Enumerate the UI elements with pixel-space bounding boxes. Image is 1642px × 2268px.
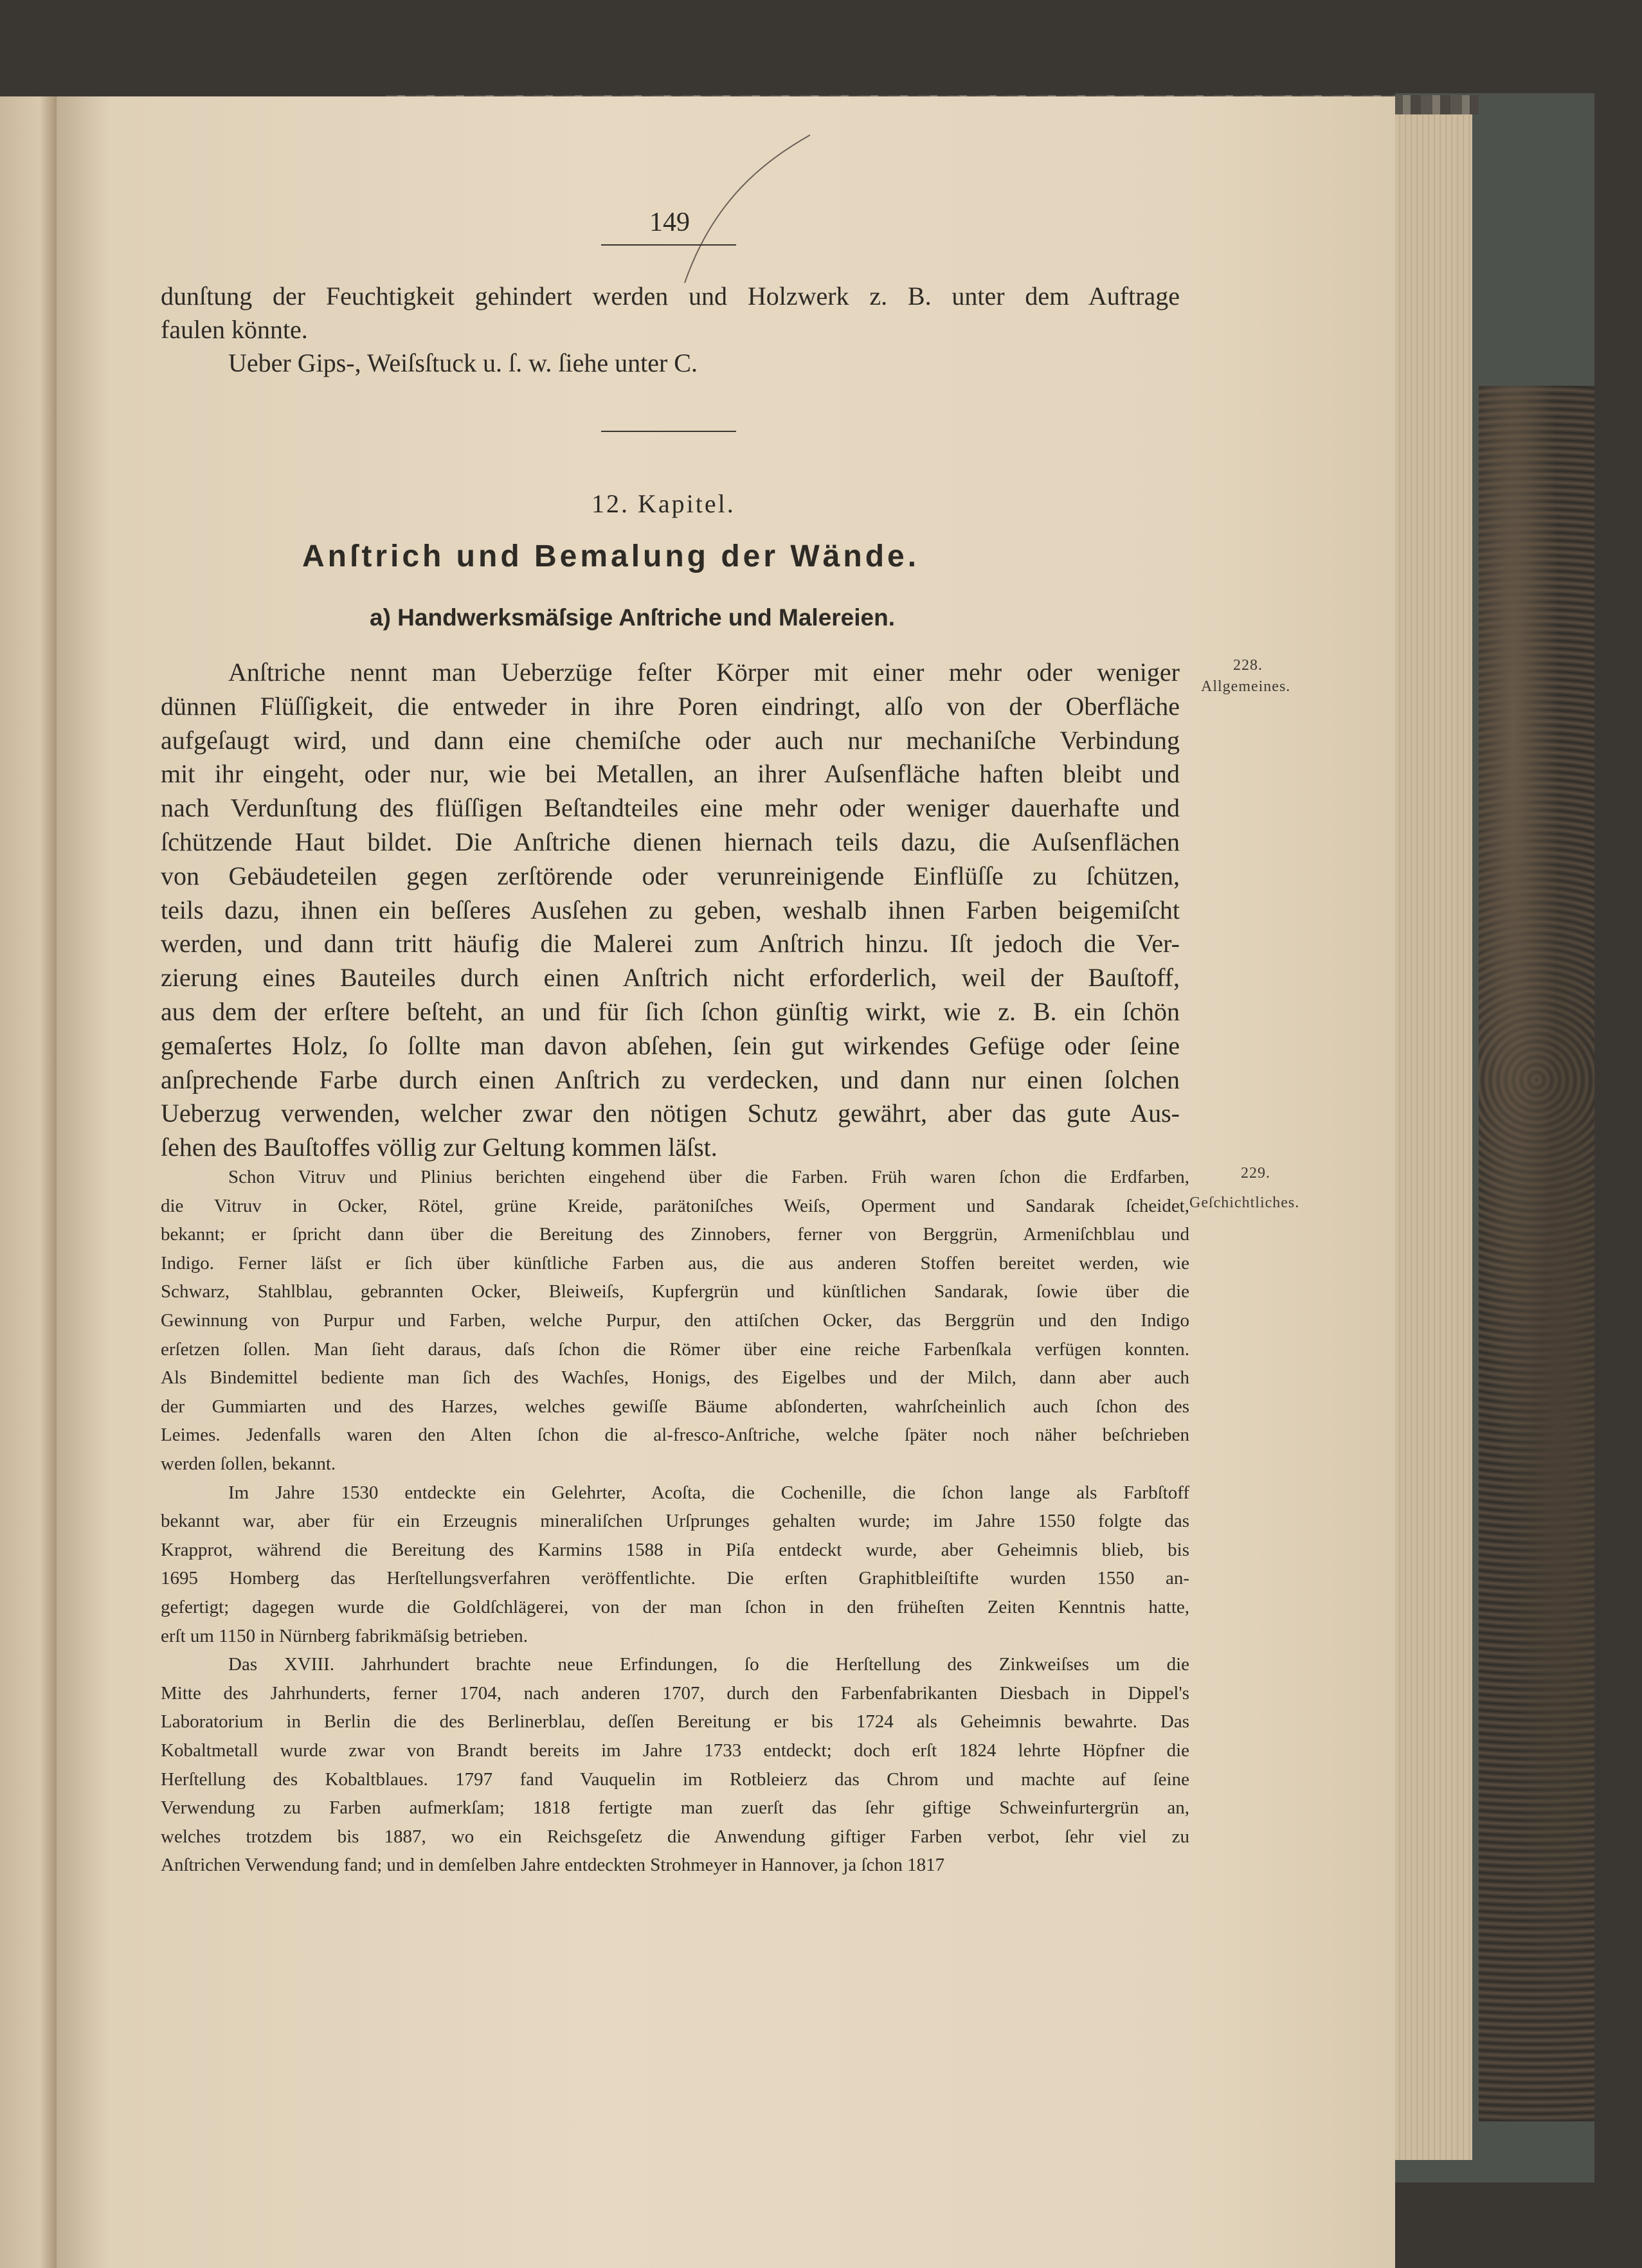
text-line: aufgeſaugt wird, und dann eine chemiſche oder auch nur mechaniſche Verbindung xyxy=(161,725,1180,755)
text-line: Leimes. Jedenfalls waren den Alten ſchon die al-fresco-Anſtriche, welche ſpäter noch näher beſchrieben xyxy=(161,1425,1189,1446)
marbled-endpaper xyxy=(1479,386,1594,2121)
text-line: Im Jahre 1530 entdeckte ein Gelehrter, Acoſta, die Cochenille, die ſchon lange als Farbſtoff xyxy=(228,1482,1189,1503)
text-line: werden ſollen, bekannt. xyxy=(161,1454,336,1474)
text-line: von Gebäudeteilen gegen zerſtörende oder verunreinigende Einflüſſe zu ſchützen, xyxy=(161,861,1180,890)
text-line: Anſtrichen Verwendung fand; und in demſelben Jahre entdeckten Strohmeyer in Hannover, ja ſchon 1817 xyxy=(161,1855,945,1876)
text-line: werden, und dann tritt häufig die Malerei zum Anſtrich hinzu. Iſt jedoch die Ver- xyxy=(161,929,1180,959)
text-line: Das XVIII. Jahrhundert brachte neue Erfindungen, ſo die Herſtellung des Zinkweiſses um die xyxy=(228,1654,1189,1675)
intro-line: dunſtung der Feuchtigkeit gehindert werden und Holzwerk z. B. unter dem Auftrage xyxy=(161,282,1180,310)
text-line: Indigo. Ferner läſst er ſich über künſtliche Farben aus, die aus anderen Stoffen bereitet werden, wie xyxy=(161,1252,1189,1274)
text-line: der Gummiarten und des Harzes, welches gewiſſe Bäume abſonderten, wahrſcheinlich auch ſchon des xyxy=(161,1396,1189,1417)
text-line: Herſtellung des Kobaltblaues. 1797 fand Vauquelin im Rotbleierz das Chrom und machte auf ſeine xyxy=(161,1769,1189,1790)
section-divider xyxy=(601,431,736,432)
text-line: Kobaltmetall wurde zwar von Brandt bereits im Jahre 1733 entdeckt; doch erſt 1824 lehrte Höpfner die xyxy=(161,1740,1189,1761)
text-line: zierung eines Bauteiles durch einen Anſtrich nicht erforderlich, weil der Bauſtoff, xyxy=(161,963,1180,993)
text-line: 1695 Homberg das Herſtellungsverfahren veröffentlichte. Die erſten Graphitbleiſtifte wurden 1550 an- xyxy=(161,1568,1189,1589)
text-line: Ueberzug verwenden, welcher zwar den nötigen Schutz gewährt, aber das gute Aus- xyxy=(161,1099,1180,1128)
section-heading: a) Handwerksmäſsige Anſtriche und Malereien. xyxy=(370,604,895,631)
intro-line: Ueber Gips-, Weiſsſtuck u. ſ. w. ſiehe unter C. xyxy=(228,348,698,377)
text-line: Anſtriche nennt man Ueberzüge feſter Körper mit einer mehr oder weniger xyxy=(228,658,1180,687)
margin-note-label: Geſchichtliches. xyxy=(1189,1194,1300,1211)
text-line: die Vitruv in Ocker, Rötel, grüne Kreide, parätoniſches Weiſs, Operment und Sandarak ſcheidet, xyxy=(161,1195,1189,1216)
text-line: ſehen des Bauſtoffes völlig zur Geltung kommen läſst. xyxy=(161,1133,717,1162)
text-line: bekannt war, aber für ein Erzeugnis mineraliſchen Urſprunges gehalten wurde; im Jahre 1550 folgte das xyxy=(161,1511,1189,1532)
margin-note-label: Allgemeines. xyxy=(1201,678,1291,695)
margin-note-number: 228. xyxy=(1233,657,1263,674)
text-line: welches trotzdem bis 1887, wo ein Reichsgeſetz die Anwendung giftiger Farben verbot, ſehr viel zu xyxy=(161,1826,1189,1847)
text-line: erſt um 1150 in Nürnberg fabrikmäſsig betrieben. xyxy=(161,1625,528,1646)
text-line: Krapprot, während die Bereitung des Karmins 1588 in Piſa entdeckt wurde, aber Geheimnis blieb, bis xyxy=(161,1539,1189,1560)
text-line: aus dem der erſtere beſteht, an und für ſich ſchon günſtig wirkt, wie z. B. ein ſchön xyxy=(161,997,1180,1026)
facing-page-edge xyxy=(0,96,57,2268)
page-number: 149 xyxy=(649,208,690,237)
text-line: ſchützende Haut bildet. Die Anſtriche dienen hiernach teils dazu, die Auſsenflächen xyxy=(161,827,1180,856)
text-line: Mitte des Jahrhunderts, ferner 1704, nach anderen 1707, durch den Farbenfabrikanten Diesbach in Dippel's xyxy=(161,1682,1189,1704)
text-line: Schwarz, Stahlblau, gebrannten Ocker, Bleiweiſs, Kupfergrün und künſtlichen Sandarak, ſowie über die xyxy=(161,1281,1189,1302)
text-line: anſprechende Farbe durch einen Anſtrich zu verdecken, und dann nur einen ſolchen xyxy=(161,1065,1180,1094)
text-line: nach Verdunſtung des flüſſigen Beſtandteiles eine mehr oder weniger dauerhafte und xyxy=(161,793,1180,823)
text-line: Laboratorium in Berlin die des Berlinerblau, deſſen Bereitung er bis 1724 als Geheimnis bewahrte. Das xyxy=(161,1711,1189,1733)
text-line: mit ihr eingeht, oder nur, wie bei Metallen, an ihrer Auſsenfläche haften bleibt und xyxy=(161,759,1180,789)
intro-line: faulen könnte. xyxy=(161,315,308,344)
text-line: erſetzen ſollen. Man ſieht daraus, daſs ſchon die Römer über eine reiche Farbenſkala verfügen konnten. xyxy=(161,1338,1189,1360)
text-line: Verwendung zu Farben aufmerkſam; 1818 fertigte man zuerſt das ſehr giftige Schweinfurtergrün an, xyxy=(161,1797,1189,1819)
text-line: bekannt; er ſpricht dann über die Bereitung des Zinnobers, ferner von Berggrün, Armeniſchblau und xyxy=(161,1224,1189,1245)
text-line: Gewinnung von Purpur und Farben, welche Purpur, den attiſchen Ocker, das Berggrün und den Indigo xyxy=(161,1310,1189,1331)
text-line: dünnen Flüſſigkeit, die entweder in ihre Poren eindringt, alſo von der Oberfläche xyxy=(161,691,1180,721)
text-line: teils dazu, ihnen ein beſſeres Ausſehen zu geben, weshalb ihnen Farben beigemiſcht xyxy=(161,895,1180,924)
page-edges xyxy=(1395,103,1472,2160)
text-line: gefertigt; dagegen wurde die Goldſchlägerei, von der man ſchon in den früheſten Zeiten Kenntnis hatte, xyxy=(161,1597,1189,1617)
chapter-number: 12. Kapitel. xyxy=(591,489,735,518)
chapter-title: Anſtrich und Bemalung der Wände. xyxy=(302,539,920,573)
text-line: Als Bindemittel bediente man ſich des Wachſes, Honigs, des Eigelbes und der Milch, dann aber auch xyxy=(161,1367,1189,1389)
text-line: Schon Vitruv und Plinius berichten eingehend über die Farben. Früh waren ſchon die Erdfarben, xyxy=(228,1167,1189,1187)
page-number-rule xyxy=(601,244,736,246)
text-line: gemaſertes Holz, ſo ſollte man davon abſehen, ſein gut wirkendes Gefüge oder ſeine xyxy=(161,1030,1180,1060)
margin-note-number: 229. xyxy=(1241,1165,1270,1182)
